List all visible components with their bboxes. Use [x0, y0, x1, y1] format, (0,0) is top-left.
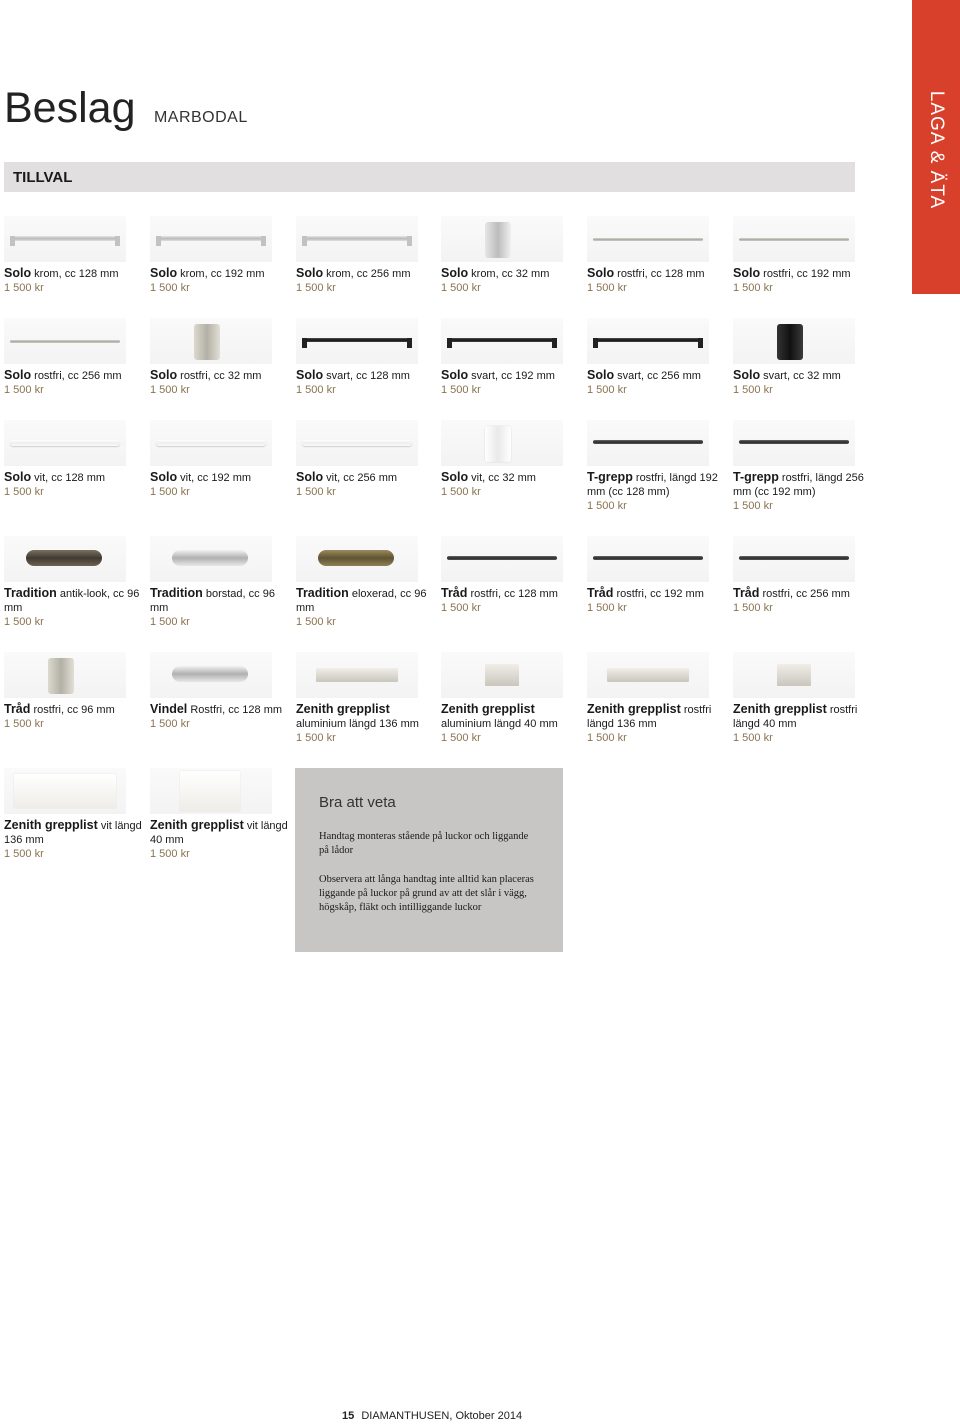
product-name: Zenith grepplist — [441, 702, 535, 716]
block-handle-shape — [194, 324, 220, 360]
product-caption — [296, 586, 436, 615]
product-description: svart, cc 128 mm — [326, 370, 410, 382]
product-card — [441, 216, 581, 295]
handle-leg — [115, 236, 120, 246]
product-description: vit längd 136 mm — [4, 820, 142, 846]
product-image — [441, 318, 563, 364]
product-caption — [733, 702, 873, 731]
handle-leg — [698, 338, 703, 348]
product-price: 1 500 kr — [441, 282, 481, 294]
product-description: rostfri, cc 192 mm — [763, 268, 851, 280]
grepplist-shape — [180, 771, 240, 811]
product-name: T-grepp — [733, 470, 779, 484]
section-header-bar — [4, 162, 855, 192]
product-caption — [4, 586, 144, 615]
page-number: 15 — [342, 1410, 355, 1422]
product-name: Solo — [587, 368, 615, 382]
product-price: 1 500 kr — [441, 602, 481, 614]
product-caption — [441, 586, 581, 601]
product-price: 1 500 kr — [296, 616, 336, 628]
product-description: vit, cc 192 mm — [180, 472, 252, 484]
product-name: Zenith grepplist — [4, 818, 98, 832]
product-description: svart, cc 256 mm — [617, 370, 701, 382]
product-caption — [4, 266, 144, 281]
product-card — [587, 536, 727, 615]
product-price: 1 500 kr — [150, 282, 190, 294]
bar-handle-shape — [739, 440, 849, 444]
product-card — [441, 420, 581, 499]
product-caption — [150, 266, 290, 281]
product-image — [733, 652, 855, 698]
product-description: rostfri, cc 256 mm — [762, 588, 850, 600]
bar-handle-shape — [10, 440, 120, 446]
block-handle-shape — [485, 426, 511, 462]
product-description: rostfri längd 136 mm — [587, 704, 712, 730]
block-handle-shape — [48, 658, 74, 694]
bar-handle-shape — [447, 338, 557, 342]
product-price: 1 500 kr — [587, 602, 627, 614]
product-caption — [4, 470, 144, 485]
product-card — [150, 536, 290, 629]
product-name: Solo — [733, 266, 761, 280]
product-image — [296, 652, 418, 698]
handle-leg — [302, 338, 307, 348]
product-card — [587, 420, 727, 513]
product-card — [733, 652, 873, 745]
product-caption — [587, 702, 727, 731]
product-name: Solo — [4, 368, 32, 382]
handle-leg — [552, 338, 557, 348]
product-image — [733, 420, 855, 466]
product-card — [587, 652, 727, 745]
bow-handle-shape — [26, 550, 102, 566]
product-price: 1 500 kr — [587, 732, 627, 744]
product-caption — [733, 368, 873, 383]
grepplist-shape — [14, 774, 116, 808]
product-price: 1 500 kr — [150, 848, 190, 860]
info-paragraph-2: Observera att långa handtag inte alltid kan placeras liggande på luckor på grund av att det slår i vägg, högskåp, fläkt och intilliggande luckor — [319, 874, 534, 913]
product-description: rostfri, cc 128 mm — [617, 268, 705, 280]
product-price: 1 500 kr — [4, 486, 44, 498]
product-caption — [150, 586, 290, 615]
product-price: 1 500 kr — [296, 384, 336, 396]
product-card — [4, 652, 144, 731]
bar-handle-shape — [593, 338, 703, 342]
product-image — [441, 652, 563, 698]
product-description: vit, cc 256 mm — [326, 472, 398, 484]
grepplist-shape — [777, 664, 811, 686]
product-price: 1 500 kr — [150, 486, 190, 498]
bar-handle-shape — [302, 338, 412, 342]
handle-leg — [10, 236, 15, 246]
bar-handle-shape — [593, 556, 703, 560]
product-price: 1 500 kr — [733, 602, 773, 614]
product-price: 1 500 kr — [733, 500, 773, 512]
page-title-main: Beslag — [4, 84, 136, 132]
product-description: rostfri, cc 128 mm — [470, 588, 558, 600]
product-card — [733, 318, 873, 397]
product-card — [296, 420, 436, 499]
product-caption — [150, 470, 290, 485]
bow-handle-shape — [172, 666, 248, 682]
product-description: rostfri, cc 96 mm — [33, 704, 115, 716]
product-description: svart, cc 32 mm — [763, 370, 841, 382]
product-name: Solo — [733, 368, 761, 382]
product-name: Solo — [296, 266, 324, 280]
handle-leg — [261, 236, 266, 246]
grepplist-shape — [485, 664, 519, 686]
product-price: 1 500 kr — [441, 384, 481, 396]
product-description: rostfri, cc 256 mm — [34, 370, 122, 382]
product-card — [4, 768, 144, 861]
product-description: aluminium längd 40 mm — [441, 718, 558, 730]
bar-handle-shape — [302, 236, 412, 241]
product-caption — [296, 702, 436, 731]
product-name: Solo — [150, 470, 178, 484]
info-box — [295, 768, 563, 952]
block-handle-shape — [777, 324, 803, 360]
product-description: antik-look, cc 96 mm — [4, 588, 140, 614]
product-caption — [150, 702, 290, 717]
product-image — [150, 536, 272, 582]
product-image — [150, 652, 272, 698]
product-name: T-grepp — [587, 470, 633, 484]
grepplist-shape — [316, 668, 398, 682]
product-price: 1 500 kr — [4, 718, 44, 730]
product-name: Solo — [150, 368, 178, 382]
product-image — [4, 216, 126, 262]
product-name: Zenith grepplist — [150, 818, 244, 832]
product-image — [441, 536, 563, 582]
product-name: Solo — [296, 470, 324, 484]
handle-leg — [302, 236, 307, 246]
product-description: borstad, cc 96 mm — [150, 588, 275, 614]
product-name: Tråd — [441, 586, 468, 600]
product-caption — [4, 818, 144, 847]
product-card — [296, 216, 436, 295]
product-description: vit, cc 128 mm — [34, 472, 106, 484]
product-name: Solo — [441, 470, 469, 484]
product-image — [587, 318, 709, 364]
product-caption — [587, 470, 727, 499]
product-description: svart, cc 192 mm — [471, 370, 555, 382]
product-name: Zenith grepplist — [587, 702, 681, 716]
bar-handle-shape — [10, 340, 120, 343]
product-description: rostfri, längd 256 mm (cc 192 mm) — [733, 472, 864, 498]
product-card — [4, 216, 144, 295]
bar-handle-shape — [302, 440, 412, 446]
product-card — [150, 420, 290, 499]
product-name: Solo — [441, 368, 469, 382]
product-card — [296, 652, 436, 745]
product-image — [150, 318, 272, 364]
product-caption — [150, 818, 290, 847]
product-card — [150, 768, 290, 861]
product-description: Rostfri, cc 128 mm — [190, 704, 283, 716]
product-price: 1 500 kr — [150, 616, 190, 628]
product-description: rostfri, cc 32 mm — [180, 370, 262, 382]
product-caption — [150, 368, 290, 383]
product-card — [587, 216, 727, 295]
product-caption — [4, 702, 144, 717]
page-title — [4, 84, 248, 133]
info-heading: Bra att veta — [319, 794, 396, 811]
product-description: rostfri, cc 192 mm — [616, 588, 704, 600]
product-description: krom, cc 128 mm — [34, 268, 119, 280]
product-description: krom, cc 32 mm — [471, 268, 550, 280]
product-caption — [296, 470, 436, 485]
product-caption — [4, 368, 144, 383]
product-name: Solo — [441, 266, 469, 280]
product-name: Solo — [150, 266, 178, 280]
page-title-brand: MARBODAL — [153, 109, 248, 126]
product-image — [733, 536, 855, 582]
product-card — [733, 216, 873, 295]
product-card — [150, 652, 290, 731]
info-paragraph-1: Handtag monteras stående på luckor och liggande på lådor — [319, 831, 529, 856]
product-caption — [441, 266, 581, 281]
product-name: Solo — [4, 470, 32, 484]
product-price: 1 500 kr — [587, 500, 627, 512]
product-caption — [441, 368, 581, 383]
product-image — [4, 420, 126, 466]
product-description: krom, cc 192 mm — [180, 268, 265, 280]
product-name: Tradition — [296, 586, 349, 600]
product-description: eloxerad, cc 96 mm — [296, 588, 427, 614]
product-card — [441, 652, 581, 745]
product-price: 1 500 kr — [4, 282, 44, 294]
product-caption — [587, 586, 727, 601]
product-price: 1 500 kr — [150, 384, 190, 396]
product-image — [4, 652, 126, 698]
product-caption — [587, 368, 727, 383]
product-description: vit längd 40 mm — [150, 820, 288, 846]
product-caption — [733, 470, 873, 499]
product-description: rostfri, längd 192 mm (cc 128 mm) — [587, 472, 718, 498]
handle-leg — [593, 338, 598, 348]
product-name: Tråd — [733, 586, 760, 600]
product-name: Solo — [4, 266, 32, 280]
product-price: 1 500 kr — [150, 718, 190, 730]
bow-handle-shape — [318, 550, 394, 566]
section-header-label: TILLVAL — [13, 169, 73, 186]
product-caption — [733, 266, 873, 281]
product-price: 1 500 kr — [733, 732, 773, 744]
product-price: 1 500 kr — [296, 486, 336, 498]
product-image — [587, 652, 709, 698]
product-image — [441, 216, 563, 262]
product-card — [4, 318, 144, 397]
product-image — [587, 420, 709, 466]
product-image — [296, 318, 418, 364]
product-image — [296, 420, 418, 466]
product-price: 1 500 kr — [587, 282, 627, 294]
product-card — [587, 318, 727, 397]
bar-handle-shape — [10, 236, 120, 241]
section-side-tab — [912, 0, 960, 294]
handle-leg — [407, 338, 412, 348]
product-price: 1 500 kr — [4, 616, 44, 628]
product-price: 1 500 kr — [441, 732, 481, 744]
product-caption — [296, 368, 436, 383]
product-card — [4, 536, 144, 629]
product-image — [4, 318, 126, 364]
product-image — [441, 420, 563, 466]
product-image — [4, 536, 126, 582]
product-name: Solo — [296, 368, 324, 382]
product-description: rostfri längd 40 mm — [733, 704, 858, 730]
product-description: aluminium längd 136 mm — [296, 718, 419, 730]
product-caption — [733, 586, 873, 601]
product-caption — [441, 702, 581, 731]
product-description: vit, cc 32 mm — [471, 472, 536, 484]
product-name: Vindel — [150, 702, 188, 716]
product-name: Zenith grepplist — [296, 702, 390, 716]
product-card — [441, 318, 581, 397]
block-handle-shape — [485, 222, 511, 258]
bar-handle-shape — [739, 556, 849, 560]
product-image — [296, 536, 418, 582]
product-card — [733, 420, 873, 513]
product-name: Tråd — [4, 702, 31, 716]
product-image — [733, 216, 855, 262]
product-card — [150, 216, 290, 295]
product-price: 1 500 kr — [296, 732, 336, 744]
product-image — [733, 318, 855, 364]
product-price: 1 500 kr — [4, 384, 44, 396]
product-name: Tradition — [4, 586, 57, 600]
product-price: 1 500 kr — [587, 384, 627, 396]
product-price: 1 500 kr — [733, 384, 773, 396]
product-image — [150, 768, 272, 814]
product-price: 1 500 kr — [296, 282, 336, 294]
product-caption — [296, 266, 436, 281]
footer-brand: DIAMANTHUSEN, — [361, 1410, 453, 1422]
product-card — [296, 536, 436, 629]
handle-leg — [407, 236, 412, 246]
product-card — [4, 420, 144, 499]
product-image — [150, 420, 272, 466]
handle-leg — [156, 236, 161, 246]
product-price: 1 500 kr — [441, 486, 481, 498]
product-card — [150, 318, 290, 397]
handle-leg — [447, 338, 452, 348]
product-caption — [441, 470, 581, 485]
product-card — [733, 536, 873, 615]
product-description: krom, cc 256 mm — [326, 268, 411, 280]
product-card — [296, 318, 436, 397]
product-price: 1 500 kr — [4, 848, 44, 860]
product-caption — [587, 266, 727, 281]
product-image — [150, 216, 272, 262]
product-image — [587, 216, 709, 262]
bar-handle-shape — [156, 440, 266, 446]
product-name: Zenith grepplist — [733, 702, 827, 716]
bar-handle-shape — [593, 440, 703, 444]
product-name: Solo — [587, 266, 615, 280]
product-price: 1 500 kr — [733, 282, 773, 294]
bow-handle-shape — [172, 550, 248, 566]
grepplist-shape — [607, 668, 689, 682]
footer-date: Oktober 2014 — [455, 1410, 523, 1422]
side-tab-label: LAGA & ÄTA — [926, 90, 947, 210]
product-image — [4, 768, 126, 814]
bar-handle-shape — [593, 238, 703, 241]
product-card — [441, 536, 581, 615]
product-image — [296, 216, 418, 262]
product-image — [587, 536, 709, 582]
bar-handle-shape — [447, 556, 557, 560]
product-name: Tradition — [150, 586, 203, 600]
bar-handle-shape — [156, 236, 266, 241]
page-footer — [342, 1410, 522, 1422]
bar-handle-shape — [739, 238, 849, 241]
product-name: Tråd — [587, 586, 614, 600]
